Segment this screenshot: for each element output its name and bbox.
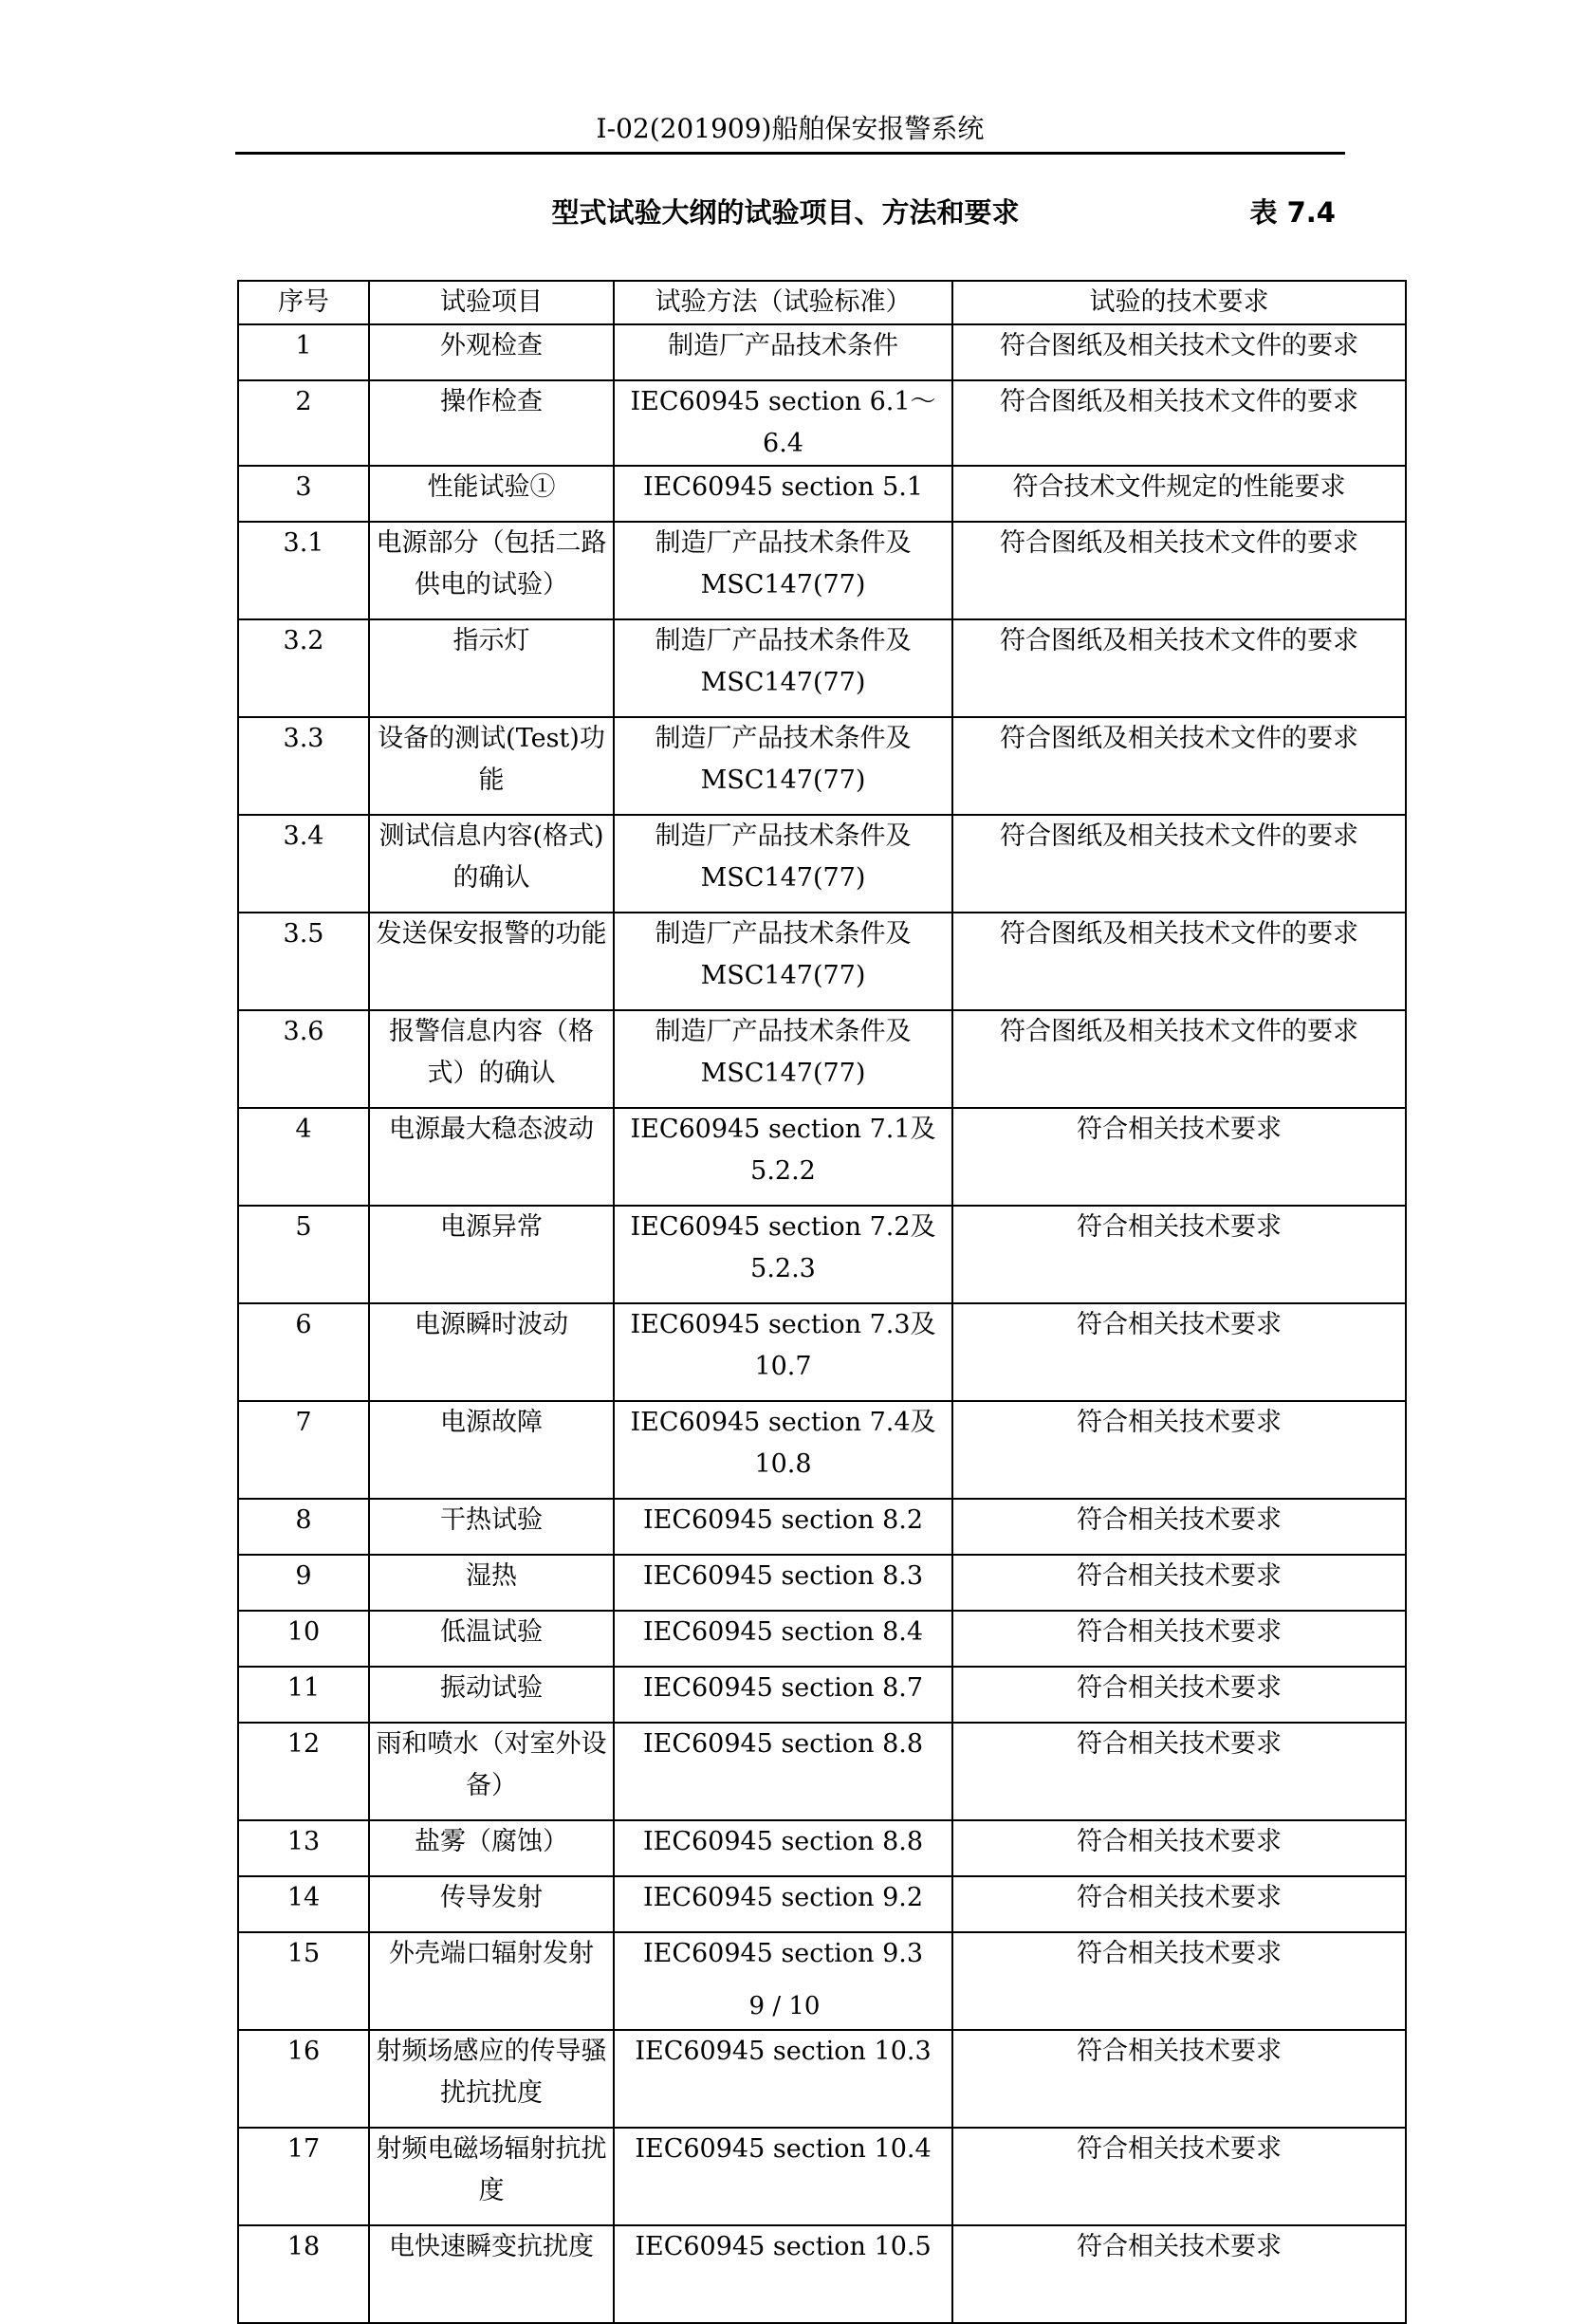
cell-requirement: 符合图纸及相关技术文件的要求 (952, 380, 1406, 466)
cell-requirement: 符合相关技术要求 (952, 2225, 1406, 2323)
cell-requirement: 符合相关技术要求 (952, 1555, 1406, 1611)
table-row (238, 2030, 1406, 2128)
cell-method: IEC60945 section 5.1 (614, 466, 952, 522)
table-title-row (235, 192, 1345, 233)
table-row (238, 1723, 1406, 1820)
cell-method: 制造厂产品技术条件及MSC147(77) (614, 619, 952, 717)
column-header-item: 试验项目 (369, 281, 614, 324)
cell-requirement: 符合图纸及相关技术文件的要求 (952, 815, 1406, 913)
cell-requirement: 符合相关技术要求 (952, 1303, 1406, 1401)
table-row (238, 1820, 1406, 1876)
cell-no: 8 (238, 1499, 369, 1555)
table-row (238, 1303, 1406, 1401)
cell-method: IEC60945 section 8.2 (614, 1499, 952, 1555)
table-row (238, 913, 1406, 1010)
cell-method: IEC60945 section 10.5 (614, 2225, 952, 2323)
cell-no: 9 (238, 1555, 369, 1611)
page-number: 9 / 10 (748, 1992, 821, 2020)
table-row (238, 1667, 1406, 1723)
cell-no: 1 (238, 324, 369, 380)
cell-no: 10 (238, 1611, 369, 1667)
cell-no: 12 (238, 1723, 369, 1820)
cell-no: 7 (238, 1401, 369, 1499)
cell-method: IEC60945 section 7.1及5.2.2 (614, 1108, 952, 1206)
cell-item: 操作检查 (369, 380, 614, 466)
cell-no: 5 (238, 1206, 369, 1303)
cell-item: 电源部分（包括二路供电的试验） (369, 522, 614, 619)
table-row (238, 1010, 1406, 1108)
table-row (238, 2225, 1406, 2323)
cell-no: 3.4 (238, 815, 369, 913)
cell-method: 制造厂产品技术条件及MSC147(77) (614, 815, 952, 913)
table-row (238, 324, 1406, 380)
table-body (238, 324, 1406, 2323)
cell-item: 盐雾（腐蚀） (369, 1820, 614, 1876)
page-header: I-02(201909)船舶保安报警系统 (235, 106, 1345, 155)
cell-method: 制造厂产品技术条件及MSC147(77) (614, 717, 952, 815)
cell-method: IEC60945 section 8.7 (614, 1667, 952, 1723)
cell-requirement: 符合图纸及相关技术文件的要求 (952, 522, 1406, 619)
cell-method: IEC60945 section 8.8 (614, 1723, 952, 1820)
cell-method: IEC60945 section 7.2及5.2.3 (614, 1206, 952, 1303)
cell-no: 14 (238, 1876, 369, 1932)
table-row (238, 466, 1406, 522)
cell-item: 低温试验 (369, 1611, 614, 1667)
cell-requirement: 符合技术文件规定的性能要求 (952, 466, 1406, 522)
cell-method: IEC60945 section 9.3 (614, 1932, 952, 2030)
cell-no: 15 (238, 1932, 369, 2030)
cell-method: IEC60945 section 8.4 (614, 1611, 952, 1667)
cell-requirement: 符合相关技术要求 (952, 1611, 1406, 1667)
cell-no: 3.3 (238, 717, 369, 815)
table-row (238, 717, 1406, 815)
column-header-requirement: 试验的技术要求 (952, 281, 1406, 324)
cell-requirement: 符合图纸及相关技术文件的要求 (952, 619, 1406, 717)
cell-no: 3.1 (238, 522, 369, 619)
table-row (238, 619, 1406, 717)
cell-item: 电快速瞬变抗扰度 (369, 2225, 614, 2323)
table-row (238, 1876, 1406, 1932)
table-row (238, 815, 1406, 913)
cell-item: 性能试验① (369, 466, 614, 522)
cell-requirement: 符合图纸及相关技术文件的要求 (952, 324, 1406, 380)
column-header-no: 序号 (238, 281, 369, 324)
cell-method: IEC60945 section 6.1～6.4 (614, 380, 952, 466)
cell-item: 发送保安报警的功能 (369, 913, 614, 1010)
cell-requirement: 符合图纸及相关技术文件的要求 (952, 717, 1406, 815)
cell-item: 湿热 (369, 1555, 614, 1611)
cell-no: 3.6 (238, 1010, 369, 1108)
cell-item: 雨和喷水（对室外设备） (369, 1723, 614, 1820)
cell-item: 干热试验 (369, 1499, 614, 1555)
cell-method: IEC60945 section 7.3及10.7 (614, 1303, 952, 1401)
table-title: 型式试验大纲的试验项目、方法和要求 (551, 196, 1020, 229)
cell-method: 制造厂产品技术条件 (614, 324, 952, 380)
cell-item: 振动试验 (369, 1667, 614, 1723)
cell-method: IEC60945 section 9.2 (614, 1876, 952, 1932)
cell-requirement: 符合相关技术要求 (952, 1108, 1406, 1206)
cell-item: 报警信息内容（格式）的确认 (369, 1010, 614, 1108)
cell-item: 传导发射 (369, 1876, 614, 1932)
cell-no: 13 (238, 1820, 369, 1876)
table-header-row (238, 281, 1406, 324)
cell-item: 电源瞬时波动 (369, 1303, 614, 1401)
cell-item: 外观检查 (369, 324, 614, 380)
cell-no: 3.5 (238, 913, 369, 1010)
cell-no: 18 (238, 2225, 369, 2323)
table-row (238, 1499, 1406, 1555)
table-row (238, 1611, 1406, 1667)
table-row (238, 522, 1406, 619)
cell-method: IEC60945 section 10.4 (614, 2128, 952, 2225)
table-number: 表 7.4 (1249, 196, 1336, 229)
cell-requirement: 符合相关技术要求 (952, 2128, 1406, 2225)
table-row (238, 2128, 1406, 2225)
cell-method: 制造厂产品技术条件及MSC147(77) (614, 1010, 952, 1108)
table-row (238, 1108, 1406, 1206)
cell-item: 测试信息内容(格式)的确认 (369, 815, 614, 913)
cell-no: 3.2 (238, 619, 369, 717)
cell-requirement: 符合相关技术要求 (952, 1499, 1406, 1555)
cell-no: 4 (238, 1108, 369, 1206)
cell-item: 电源异常 (369, 1206, 614, 1303)
cell-requirement: 符合图纸及相关技术文件的要求 (952, 913, 1406, 1010)
cell-no: 16 (238, 2030, 369, 2128)
cell-requirement: 符合相关技术要求 (952, 1206, 1406, 1303)
table-row (238, 1555, 1406, 1611)
cell-no: 11 (238, 1667, 369, 1723)
column-header-method: 试验方法（试验标准） (614, 281, 952, 324)
cell-no: 17 (238, 2128, 369, 2225)
cell-requirement: 符合相关技术要求 (952, 1401, 1406, 1499)
table-row (238, 1206, 1406, 1303)
cell-requirement: 符合相关技术要求 (952, 1820, 1406, 1876)
cell-method: 制造厂产品技术条件及MSC147(77) (614, 522, 952, 619)
table-row (238, 380, 1406, 466)
cell-method: 制造厂产品技术条件及MSC147(77) (614, 913, 952, 1010)
cell-item: 射频电磁场辐射抗扰度 (369, 2128, 614, 2225)
cell-requirement: 符合相关技术要求 (952, 1876, 1406, 1932)
table-row (238, 1401, 1406, 1499)
cell-no: 6 (238, 1303, 369, 1401)
cell-method: IEC60945 section 8.3 (614, 1555, 952, 1611)
cell-method: IEC60945 section 7.4及10.8 (614, 1401, 952, 1499)
cell-item: 射频场感应的传导骚扰抗扰度 (369, 2030, 614, 2128)
cell-requirement: 符合相关技术要求 (952, 1723, 1406, 1820)
cell-requirement: 符合图纸及相关技术文件的要求 (952, 1010, 1406, 1108)
cell-no: 3 (238, 466, 369, 522)
cell-method: IEC60945 section 10.3 (614, 2030, 952, 2128)
cell-item: 电源故障 (369, 1401, 614, 1499)
cell-item: 指示灯 (369, 619, 614, 717)
cell-item: 外壳端口辐射发射 (369, 1932, 614, 2030)
cell-method: IEC60945 section 8.8 (614, 1820, 952, 1876)
cell-requirement: 符合相关技术要求 (952, 1932, 1406, 2030)
cell-requirement: 符合相关技术要求 (952, 1667, 1406, 1723)
cell-item: 电源最大稳态波动 (369, 1108, 614, 1206)
cell-item: 设备的测试(Test)功能 (369, 717, 614, 815)
cell-no: 2 (238, 380, 369, 466)
cell-requirement: 符合相关技术要求 (952, 2030, 1406, 2128)
